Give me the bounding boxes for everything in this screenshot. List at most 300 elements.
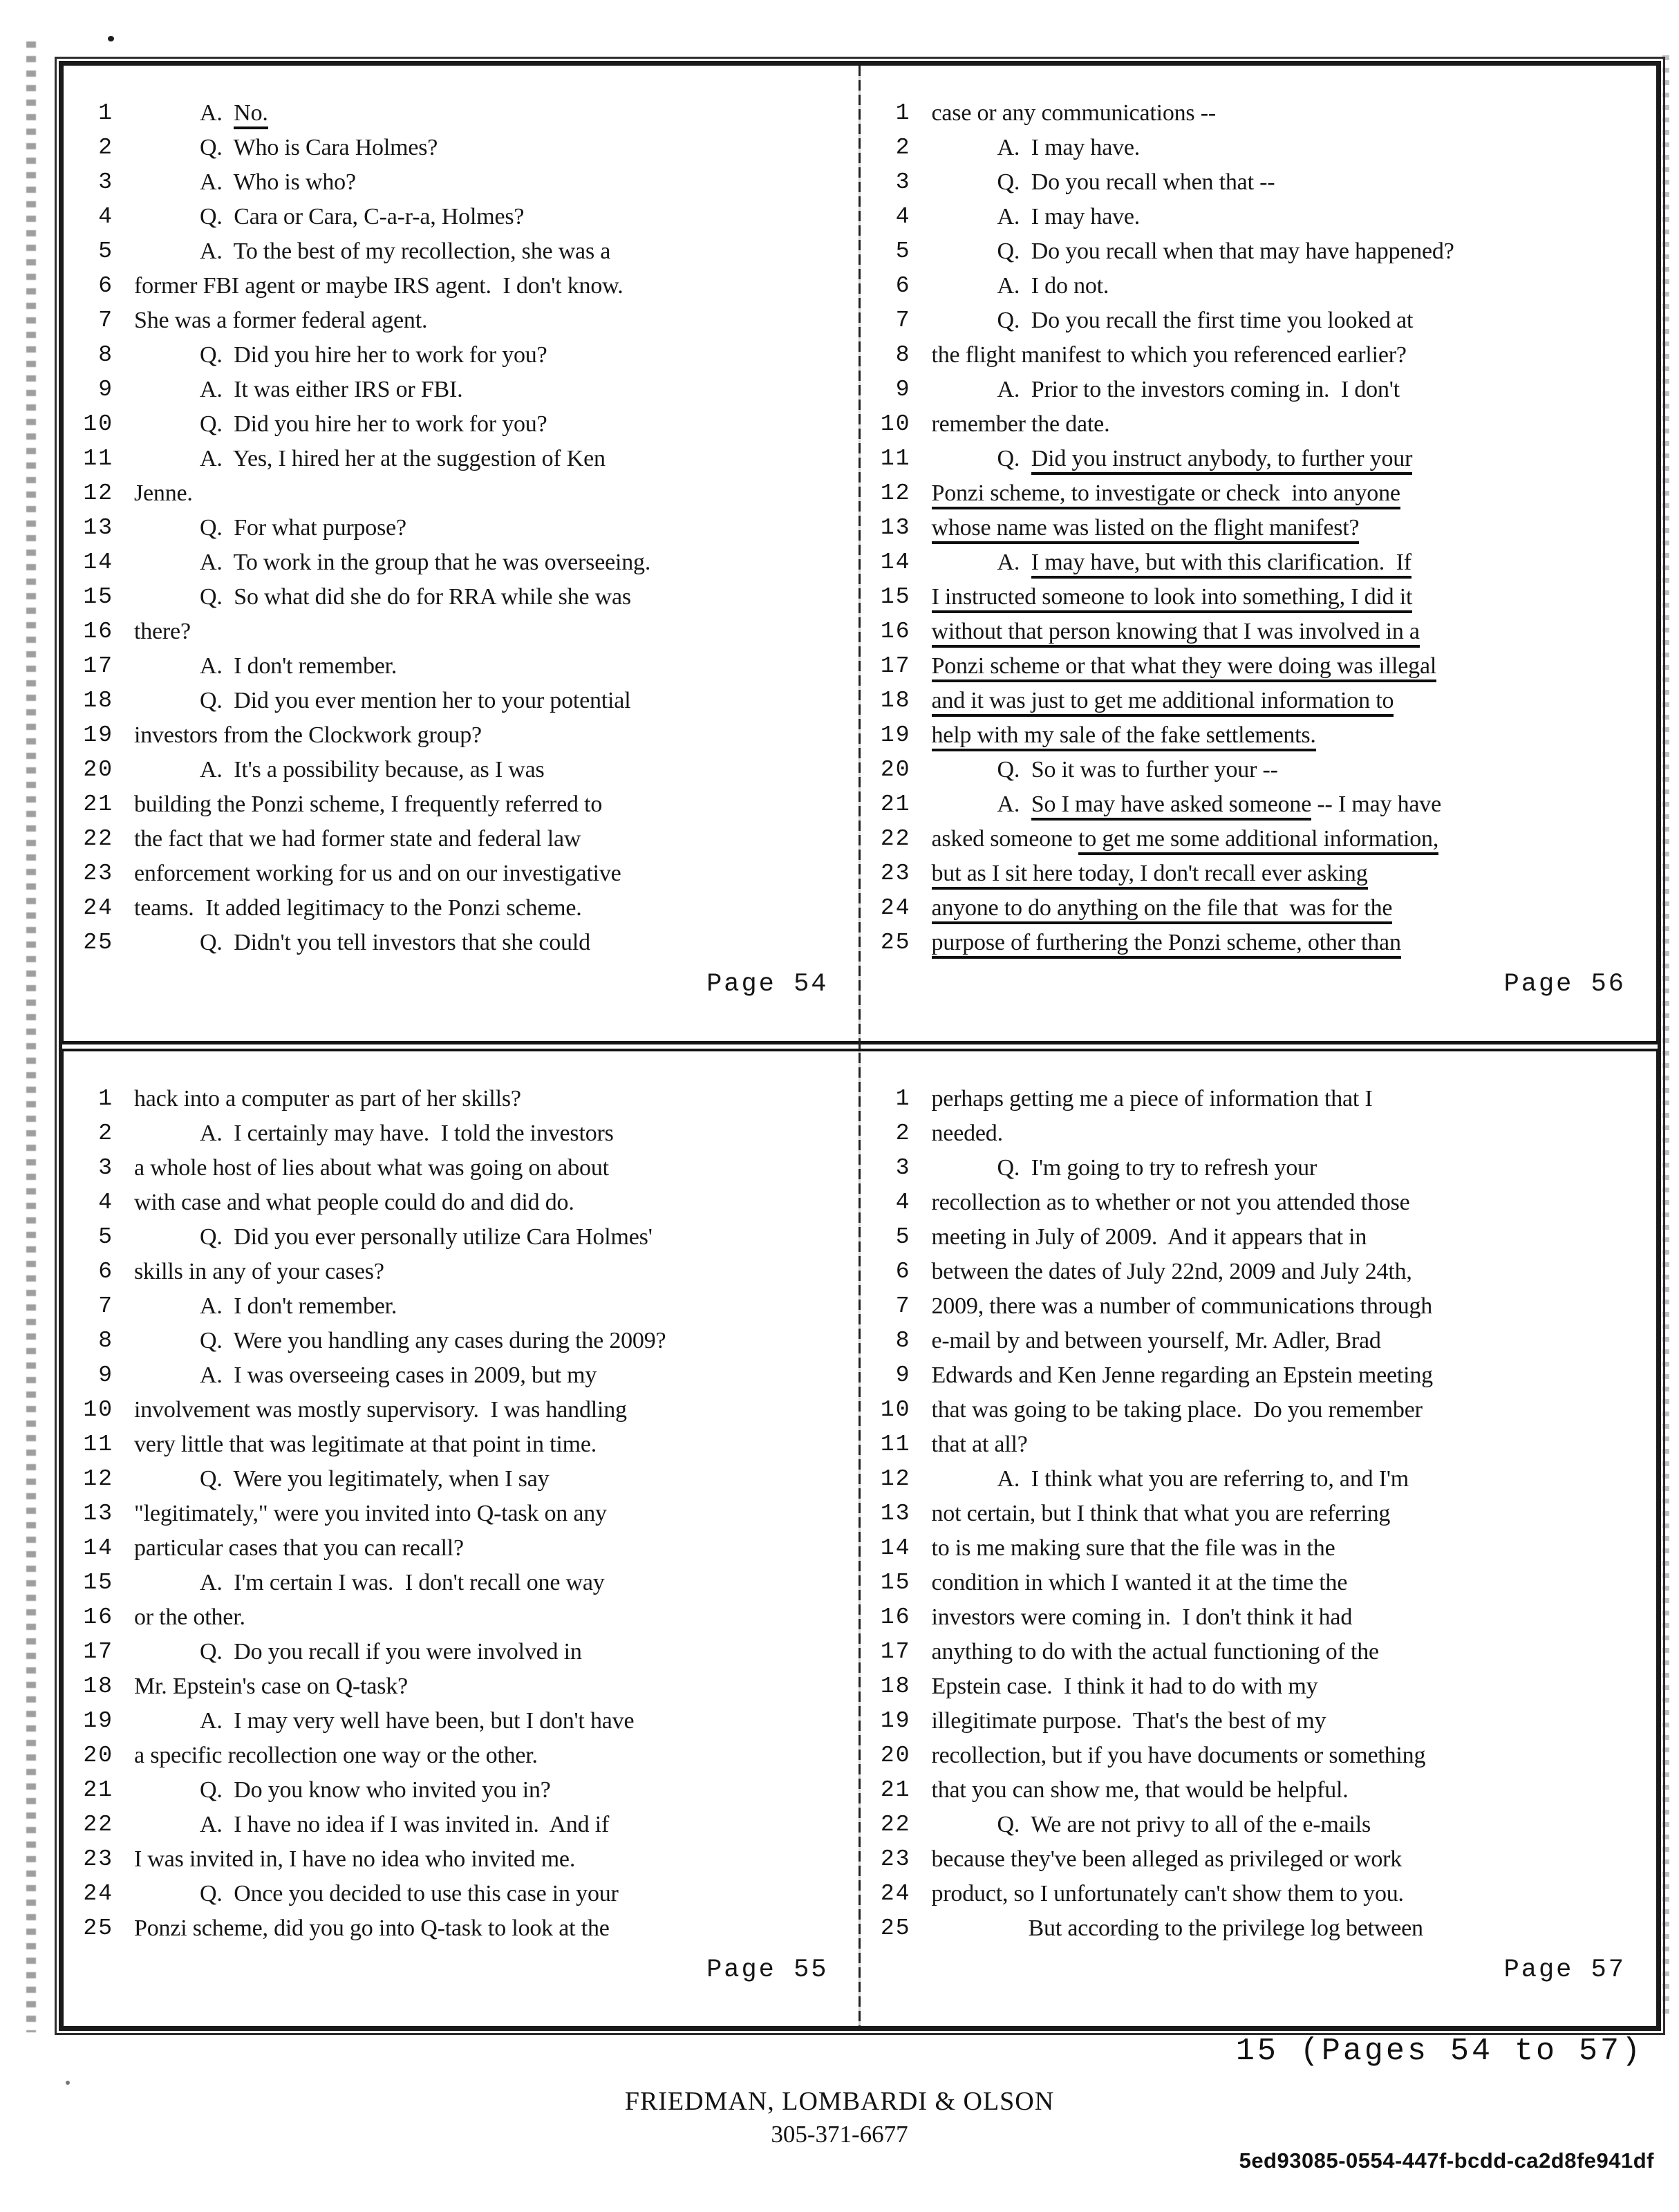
line-number: 1 bbox=[98, 100, 113, 126]
text-segment: A. I think what you are referring to, and I'm bbox=[997, 1465, 1409, 1492]
line-number: 22 bbox=[83, 826, 113, 852]
text-segment: very little that was legitimate at that point in time. bbox=[134, 1431, 597, 1457]
line-number: 17 bbox=[880, 653, 911, 679]
transcript-line bbox=[69, 615, 852, 649]
line-text bbox=[911, 1324, 1650, 1358]
transcript-line bbox=[867, 891, 1650, 926]
text-segment: A. Who is who? bbox=[200, 169, 356, 195]
line-number: 10 bbox=[83, 1396, 113, 1423]
transcript-line bbox=[867, 200, 1650, 234]
transcript-lines bbox=[69, 96, 852, 960]
line-number: 15 bbox=[83, 584, 113, 610]
line-number: 6 bbox=[895, 1258, 911, 1284]
line-number: 17 bbox=[83, 653, 113, 679]
line-text bbox=[911, 96, 1650, 131]
line-number: 7 bbox=[895, 308, 911, 333]
text-segment: A. It's a possibility because, as I was bbox=[200, 757, 545, 782]
transcript-line bbox=[867, 165, 1650, 200]
line-number: 3 bbox=[895, 1154, 911, 1181]
line-number: 7 bbox=[98, 308, 113, 333]
line-text bbox=[113, 1600, 852, 1635]
line-text bbox=[911, 1738, 1650, 1773]
line-text bbox=[113, 1773, 852, 1808]
text-segment: Q. Do you recall when that may have happened? bbox=[997, 238, 1454, 264]
line-text bbox=[911, 615, 1650, 649]
line-text bbox=[113, 615, 852, 649]
transcript-line bbox=[69, 442, 852, 476]
transcript-line bbox=[867, 1324, 1650, 1358]
line-text bbox=[113, 1911, 852, 1946]
line-number: 9 bbox=[895, 1362, 911, 1388]
transcript-line bbox=[867, 96, 1650, 131]
line-text bbox=[113, 1116, 852, 1151]
line-text bbox=[911, 1116, 1650, 1151]
line-text bbox=[113, 649, 852, 684]
line-number: 4 bbox=[895, 204, 911, 229]
text-segment: A. Yes, I hired her at the suggestion of Ken bbox=[200, 446, 606, 471]
transcript-line bbox=[69, 1773, 852, 1808]
line-number: 13 bbox=[880, 1500, 911, 1526]
line-number: 17 bbox=[880, 1638, 911, 1665]
line-text bbox=[911, 511, 1650, 545]
line-text bbox=[911, 1151, 1650, 1185]
line-number: 16 bbox=[880, 1604, 911, 1630]
transcript-line bbox=[867, 753, 1650, 787]
line-number: 8 bbox=[895, 1327, 911, 1353]
transcript-line bbox=[69, 580, 852, 615]
text-segment: A. I may have. bbox=[997, 204, 1141, 229]
transcript-line bbox=[69, 1462, 852, 1497]
line-number: 12 bbox=[880, 480, 911, 506]
line-text bbox=[113, 1462, 852, 1497]
text-segment: Ponzi scheme, did you go into Q-task to look at the bbox=[134, 1915, 610, 1941]
underlined-text-segment: to get me some additional information, bbox=[1078, 826, 1438, 855]
transcript-line bbox=[69, 1358, 852, 1393]
transcript-line bbox=[867, 1842, 1650, 1877]
line-text bbox=[911, 1427, 1650, 1462]
line-text bbox=[911, 1358, 1650, 1393]
page-number-label: Page 57 bbox=[1503, 1955, 1626, 1985]
top-half bbox=[64, 66, 1656, 1041]
transcript-line bbox=[69, 96, 852, 131]
line-text bbox=[113, 1738, 852, 1773]
transcript-line bbox=[867, 407, 1650, 442]
line-text bbox=[911, 1393, 1650, 1427]
line-text bbox=[911, 373, 1650, 407]
transcript-line bbox=[69, 649, 852, 684]
text-segment: with case and what people could do and did do. bbox=[134, 1189, 574, 1215]
text-segment: Q. Did you ever mention her to your potential bbox=[200, 688, 631, 713]
text-segment: that you can show me, that would be helpful. bbox=[931, 1777, 1349, 1803]
line-number: 9 bbox=[895, 377, 911, 402]
transcript-line bbox=[69, 1669, 852, 1704]
line-text bbox=[911, 926, 1650, 960]
four-up-transcript-sheet bbox=[59, 61, 1661, 2031]
text-segment: needed. bbox=[931, 1120, 1003, 1146]
line-number: 20 bbox=[83, 757, 113, 782]
line-text bbox=[113, 407, 852, 442]
line-text bbox=[113, 96, 852, 131]
transcript-line bbox=[867, 615, 1650, 649]
transcript-line bbox=[69, 1600, 852, 1635]
line-number: 7 bbox=[895, 1293, 911, 1319]
transcript-line bbox=[867, 545, 1650, 580]
page-number-label: Page 54 bbox=[706, 970, 829, 999]
transcript-line bbox=[69, 1704, 852, 1738]
transcript-line bbox=[69, 1324, 852, 1358]
line-number: 17 bbox=[83, 1638, 113, 1665]
scan-noise-right bbox=[1662, 55, 1669, 2018]
text-segment: A. To work in the group that he was overseeing. bbox=[200, 550, 651, 575]
transcript-line bbox=[69, 1497, 852, 1531]
transcript-line bbox=[867, 1082, 1650, 1116]
text-segment: Jenne. bbox=[134, 480, 193, 506]
text-segment: A. Prior to the investors coming in. I don't bbox=[997, 377, 1400, 402]
text-segment: Q. So it was to further your -- bbox=[997, 757, 1278, 782]
line-text bbox=[113, 545, 852, 580]
line-text bbox=[911, 407, 1650, 442]
line-text bbox=[911, 200, 1650, 234]
text-segment: She was a former federal agent. bbox=[134, 308, 428, 333]
text-segment: Edwards and Ken Jenne regarding an Epstein meeting bbox=[931, 1362, 1433, 1388]
text-segment: A. I have no idea if I was invited in. And if bbox=[200, 1811, 610, 1837]
underlined-text-segment: No. bbox=[234, 100, 268, 129]
transcript-line bbox=[69, 1877, 852, 1911]
line-number: 18 bbox=[83, 688, 113, 713]
transcript-line bbox=[867, 787, 1650, 822]
line-number: 13 bbox=[83, 515, 113, 541]
transcript-line bbox=[867, 1911, 1650, 1946]
underlined-text-segment: help with my sale of the fake settlements. bbox=[932, 722, 1316, 751]
line-text bbox=[113, 787, 852, 822]
text-segment: case or any communications -- bbox=[931, 100, 1216, 126]
transcript-line bbox=[867, 926, 1650, 960]
line-number: 5 bbox=[895, 1224, 911, 1250]
underlined-text-segment: without that person knowing that I was involved in a bbox=[932, 619, 1420, 648]
transcript-line bbox=[69, 165, 852, 200]
bottom-half bbox=[64, 1051, 1656, 2027]
line-number: 2 bbox=[98, 1120, 113, 1146]
line-number: 23 bbox=[880, 1846, 911, 1872]
line-text bbox=[113, 1669, 852, 1704]
transcript-line bbox=[867, 1427, 1650, 1462]
transcript-line bbox=[867, 303, 1650, 338]
line-text bbox=[113, 856, 852, 891]
line-number: 21 bbox=[83, 791, 113, 817]
underlined-text-segment: I may have, but with this clarification. If bbox=[1031, 550, 1411, 579]
transcript-line bbox=[867, 1773, 1650, 1808]
transcript-line bbox=[867, 269, 1650, 303]
line-text bbox=[911, 1289, 1650, 1324]
text-segment: A. To the best of my recollection, she was a bbox=[200, 238, 611, 264]
line-text bbox=[113, 1808, 852, 1842]
line-number: 23 bbox=[83, 1846, 113, 1872]
line-number: 16 bbox=[83, 1604, 113, 1630]
line-number: 4 bbox=[895, 1189, 911, 1215]
transcript-line bbox=[69, 1566, 852, 1600]
line-text bbox=[113, 1566, 852, 1600]
transcript-line bbox=[69, 1808, 852, 1842]
transcript-line bbox=[867, 1635, 1650, 1669]
line-number: 5 bbox=[98, 238, 113, 264]
text-segment: illegitimate purpose. That's the best of my bbox=[931, 1707, 1326, 1734]
transcript-line bbox=[69, 822, 852, 856]
text-segment: condition in which I wanted it at the time the bbox=[931, 1569, 1348, 1595]
text-segment: the fact that we had former state and federal law bbox=[134, 826, 581, 852]
underlined-text-segment: Did you instruct anybody, to further your bbox=[1031, 446, 1412, 475]
transcript-line bbox=[867, 1531, 1650, 1566]
line-number: 12 bbox=[83, 1465, 113, 1492]
underlined-text-segment: I instructed someone to look into something, I did it bbox=[932, 584, 1413, 613]
text-segment: particular cases that you can recall? bbox=[134, 1535, 464, 1561]
line-text bbox=[113, 1358, 852, 1393]
line-number: 2 bbox=[895, 1120, 911, 1146]
text-segment: there? bbox=[134, 619, 191, 644]
court-reporter-phone: 305-371-6677 bbox=[771, 2121, 908, 2148]
transcript-line bbox=[867, 822, 1650, 856]
transcript-line bbox=[69, 476, 852, 511]
text-segment: A. I may very well have been, but I don't have bbox=[200, 1707, 635, 1734]
line-text bbox=[113, 442, 852, 476]
transcript-line bbox=[69, 1531, 852, 1566]
line-number: 22 bbox=[880, 826, 911, 852]
line-text bbox=[113, 753, 852, 787]
text-segment: -- I may have bbox=[1311, 791, 1441, 817]
transcript-line bbox=[69, 545, 852, 580]
transcript-line bbox=[69, 303, 852, 338]
scan-speck bbox=[108, 36, 114, 41]
line-text bbox=[911, 718, 1650, 753]
line-text bbox=[911, 822, 1650, 856]
line-number: 24 bbox=[83, 895, 113, 921]
line-number: 5 bbox=[98, 1224, 113, 1250]
text-segment: A. bbox=[200, 100, 234, 126]
line-number: 8 bbox=[98, 1327, 113, 1353]
line-text bbox=[113, 1324, 852, 1358]
transcript-line bbox=[69, 1255, 852, 1289]
underlined-text-segment: Ponzi scheme or that what they were doing was illegal bbox=[932, 653, 1437, 682]
line-text bbox=[911, 753, 1650, 787]
line-text bbox=[911, 1462, 1650, 1497]
text-segment: a specific recollection one way or the other. bbox=[134, 1742, 538, 1768]
line-number: 24 bbox=[83, 1880, 113, 1906]
line-number: 24 bbox=[880, 895, 911, 921]
quadrant-page-55 bbox=[64, 1051, 861, 2027]
text-segment: 2009, there was a number of communications through bbox=[931, 1293, 1433, 1319]
line-number: 16 bbox=[880, 619, 911, 644]
text-segment: product, so I unfortunately can't show them to you. bbox=[931, 1880, 1404, 1906]
text-segment: because they've been alleged as privileged or work bbox=[931, 1846, 1403, 1872]
line-text bbox=[113, 1842, 852, 1877]
text-segment: recollection as to whether or not you attended those bbox=[931, 1189, 1410, 1215]
line-number: 22 bbox=[83, 1811, 113, 1837]
transcript-line bbox=[69, 1911, 852, 1946]
transcript-lines bbox=[69, 1082, 852, 1946]
line-number: 7 bbox=[98, 1293, 113, 1319]
text-segment: perhaps getting me a piece of information that I bbox=[931, 1085, 1373, 1112]
transcript-line bbox=[867, 1669, 1650, 1704]
text-segment: Mr. Epstein's case on Q-task? bbox=[134, 1673, 408, 1699]
line-number: 19 bbox=[83, 722, 113, 748]
transcript-line bbox=[69, 1220, 852, 1255]
transcript-line bbox=[867, 1566, 1650, 1600]
transcript-line bbox=[867, 1462, 1650, 1497]
transcript-line bbox=[69, 1185, 852, 1220]
transcript-line bbox=[69, 1842, 852, 1877]
line-number: 20 bbox=[83, 1742, 113, 1768]
transcript-line bbox=[69, 200, 852, 234]
text-segment: Q. Who is Cara Holmes? bbox=[200, 135, 438, 160]
line-text bbox=[911, 1808, 1650, 1842]
text-segment: or the other. bbox=[134, 1604, 245, 1630]
transcript-line bbox=[69, 1116, 852, 1151]
line-text bbox=[113, 476, 852, 511]
line-number: 11 bbox=[880, 446, 911, 471]
text-segment: But according to the privilege log between bbox=[1028, 1915, 1423, 1941]
transcript-line bbox=[69, 926, 852, 960]
line-number: 15 bbox=[880, 1569, 911, 1595]
transcript-line bbox=[69, 1393, 852, 1427]
line-text bbox=[113, 234, 852, 269]
transcript-lines bbox=[867, 96, 1650, 960]
line-number: 18 bbox=[880, 1673, 911, 1699]
transcript-line bbox=[867, 1704, 1650, 1738]
text-segment: Q. Did you hire her to work for you? bbox=[200, 411, 547, 437]
line-number: 11 bbox=[83, 446, 113, 471]
text-segment: e-mail by and between yourself, Mr. Adler, Brad bbox=[931, 1327, 1381, 1353]
line-text bbox=[911, 1842, 1650, 1877]
line-number: 18 bbox=[880, 688, 911, 713]
line-number: 1 bbox=[895, 1085, 911, 1112]
text-segment: not certain, but I think that what you are referring bbox=[931, 1500, 1391, 1526]
transcript-line bbox=[867, 1738, 1650, 1773]
line-number: 18 bbox=[83, 1673, 113, 1699]
transcript-line bbox=[69, 1635, 852, 1669]
line-text bbox=[113, 1497, 852, 1531]
text-segment: Q. We are not privy to all of the e-mails bbox=[997, 1811, 1371, 1837]
line-number: 12 bbox=[880, 1465, 911, 1492]
transcript-line bbox=[69, 718, 852, 753]
line-number: 24 bbox=[880, 1880, 911, 1906]
text-segment: between the dates of July 22nd, 2009 and July 24th, bbox=[931, 1258, 1412, 1284]
text-segment: Q. Do you recall when that -- bbox=[997, 169, 1275, 195]
line-text bbox=[113, 822, 852, 856]
text-segment: a whole host of lies about what was going on about bbox=[134, 1154, 609, 1181]
line-text bbox=[911, 1497, 1650, 1531]
transcript-line bbox=[69, 753, 852, 787]
transcript-line bbox=[69, 338, 852, 373]
text-segment: A. I certainly may have. I told the investors bbox=[200, 1120, 614, 1146]
line-number: 14 bbox=[83, 1535, 113, 1561]
line-text bbox=[911, 891, 1650, 926]
text-segment: Q. Did you hire her to work for you? bbox=[200, 342, 547, 368]
line-number: 21 bbox=[83, 1777, 113, 1803]
transcript-line bbox=[867, 1497, 1650, 1531]
transcript-line bbox=[867, 442, 1650, 476]
line-number: 2 bbox=[98, 135, 113, 160]
line-number: 22 bbox=[880, 1811, 911, 1837]
line-text bbox=[911, 1185, 1650, 1220]
page-number-label: Page 56 bbox=[1503, 970, 1626, 999]
line-text bbox=[911, 1635, 1650, 1669]
transcript-line bbox=[69, 684, 852, 718]
line-text bbox=[911, 787, 1650, 822]
line-number: 23 bbox=[880, 861, 911, 886]
text-segment: A. It was either IRS or FBI. bbox=[200, 377, 463, 402]
transcript-line bbox=[867, 1220, 1650, 1255]
line-text bbox=[911, 1704, 1650, 1738]
text-segment: Q. I'm going to try to refresh your bbox=[997, 1154, 1317, 1181]
line-number: 19 bbox=[880, 722, 911, 748]
line-text bbox=[911, 1669, 1650, 1704]
line-text bbox=[911, 684, 1650, 718]
text-segment: Q. Did you ever personally utilize Cara Holmes' bbox=[200, 1224, 653, 1250]
line-text bbox=[113, 1082, 852, 1116]
text-segment: Q. Do you recall the first time you looked at bbox=[997, 308, 1414, 333]
line-text bbox=[113, 1427, 852, 1462]
quadrant-page-56 bbox=[861, 66, 1657, 1041]
line-number: 14 bbox=[880, 550, 911, 575]
text-segment: "legitimately," were you invited into Q-task on any bbox=[134, 1500, 607, 1526]
transcript-line bbox=[867, 1289, 1650, 1324]
text-segment: enforcement working for us and on our investigative bbox=[134, 861, 621, 886]
underlined-text-segment: anyone to do anything on the file that was for the bbox=[932, 895, 1393, 924]
text-segment: anything to do with the actual functioning of the bbox=[931, 1638, 1379, 1665]
line-number: 15 bbox=[880, 584, 911, 610]
line-text bbox=[911, 856, 1650, 891]
line-text bbox=[113, 1220, 852, 1255]
line-number: 2 bbox=[895, 135, 911, 160]
line-text bbox=[911, 131, 1650, 165]
text-segment: I was invited in, I have no idea who invited me. bbox=[134, 1846, 576, 1872]
line-number: 11 bbox=[880, 1431, 911, 1457]
text-segment: A. I don't remember. bbox=[200, 1293, 397, 1319]
line-text bbox=[113, 1289, 852, 1324]
line-text bbox=[911, 1773, 1650, 1808]
line-text bbox=[911, 476, 1650, 511]
line-text bbox=[113, 269, 852, 303]
transcript-line bbox=[867, 373, 1650, 407]
line-text bbox=[911, 1877, 1650, 1911]
line-number: 4 bbox=[98, 204, 113, 229]
line-text bbox=[911, 649, 1650, 684]
text-segment: the flight manifest to which you referenced earlier? bbox=[931, 342, 1407, 368]
line-number: 16 bbox=[83, 619, 113, 644]
transcript-line bbox=[867, 1808, 1650, 1842]
transcript-line bbox=[867, 684, 1650, 718]
line-text bbox=[911, 1220, 1650, 1255]
transcript-line bbox=[69, 1738, 852, 1773]
line-number: 10 bbox=[880, 411, 911, 437]
text-segment: Q. bbox=[997, 446, 1031, 471]
line-text bbox=[113, 684, 852, 718]
quadrant-page-54 bbox=[64, 66, 861, 1041]
transcript-line bbox=[867, 1255, 1650, 1289]
transcript-line bbox=[69, 511, 852, 545]
text-segment: A. bbox=[997, 791, 1031, 817]
underlined-text-segment: So I may have asked someone bbox=[1031, 791, 1311, 821]
line-text bbox=[911, 165, 1650, 200]
line-text bbox=[911, 1911, 1650, 1946]
text-segment: remember the date. bbox=[931, 411, 1110, 437]
transcript-line bbox=[867, 338, 1650, 373]
line-number: 3 bbox=[895, 169, 911, 195]
transcript-line bbox=[867, 1116, 1650, 1151]
line-number: 23 bbox=[83, 861, 113, 886]
line-number: 13 bbox=[880, 515, 911, 541]
text-segment: Q. For what purpose? bbox=[200, 515, 406, 541]
line-number: 14 bbox=[880, 1535, 911, 1561]
